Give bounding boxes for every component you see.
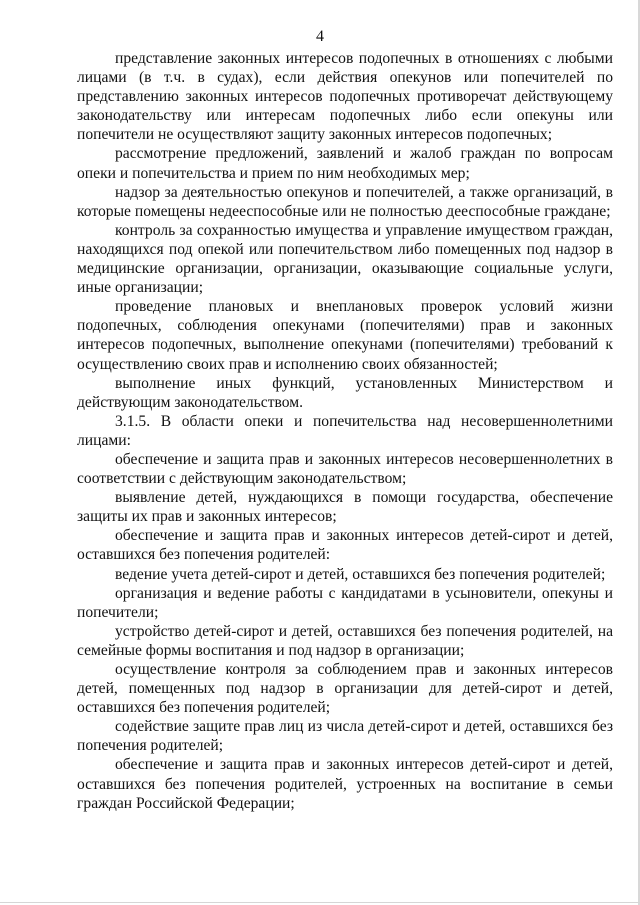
section-heading: 3.1.5. В области опеки и попечительства над несовершеннолетними лицами: [77, 412, 613, 449]
page-number: 4 [316, 28, 324, 45]
paragraph: контроль за сохранностью имущества и управление имуществом граждан, находящихся под опекой или попечительством либо помещенных под надзор в медицинские организации, организации, оказывающие социальные услуги, иные организации; [77, 221, 613, 297]
paragraph: обеспечение и защита прав и законных интересов детей-сирот и детей, оставшихся без попечения родителей, устроенных на воспитание в семьи граждан Российской Федерации; [77, 756, 613, 812]
paragraph: выполнение иных функций, установленных Министерством и действующим законодательством. [77, 374, 613, 411]
document-body [77, 49, 613, 813]
paragraph: надзор за деятельностью опекунов и попечителей, а также организаций, в которые помещены недееспособные или не полностью дееспособные граждане; [77, 183, 613, 220]
paragraph: осуществление контроля за соблюдением прав и законных интересов детей, помещенных под надзор в организации для детей-сирот и детей, оставшихся без попечения родителей; [77, 661, 613, 717]
paragraph: выявление детей, нуждающихся в помощи государства, обеспечение защиты их прав и законных интересов; [77, 489, 613, 526]
paragraph: обеспечение и защита прав и законных интересов детей-сирот и детей, оставшихся без попечения родителей: [77, 527, 613, 564]
paragraph: проведение плановых и внеплановых проверок условий жизни подопечных, соблюдения опекунами (попечителями) прав и законных интересов подопечных, выполнение опекунами (попечителями) требований к осуществлению своих прав и исполнению своих обязанностей; [77, 298, 613, 373]
scan-line [0, 902, 640, 903]
paragraph: представление законных интересов подопечных в отношениях с любыми лицами (в т.ч. в судах), если действия опекунов или попечителей по представлению законных интересов подопечных противоречат действующему законодательству или интересам подопечных либо если опекуны или попечители не осуществляют защиту законных интересов подопечных; [77, 50, 613, 144]
paragraph: устройство детей-сирот и детей, оставшихся без попечения родителей, на семейные формы воспитания и под надзор в организации; [77, 622, 613, 659]
paragraph: обеспечение и защита прав и законных интересов несовершеннолетних в соответствии с действующим законодательством; [77, 450, 613, 488]
paragraph: ведение учета детей-сирот и детей, оставшихся без попечения родителей; [115, 565, 606, 583]
paragraph: содействие защите прав лиц из числа детей-сирот и детей, оставшихся без попечения родителей; [77, 718, 613, 755]
paragraph: организация и ведение работы с кандидатами в усыновители, опекуны и попечители; [77, 584, 613, 621]
paragraph: рассмотрение предложений, заявлений и жалоб граждан по вопросам опеки и попечительства и прием по ним необходимых мер; [77, 145, 613, 182]
